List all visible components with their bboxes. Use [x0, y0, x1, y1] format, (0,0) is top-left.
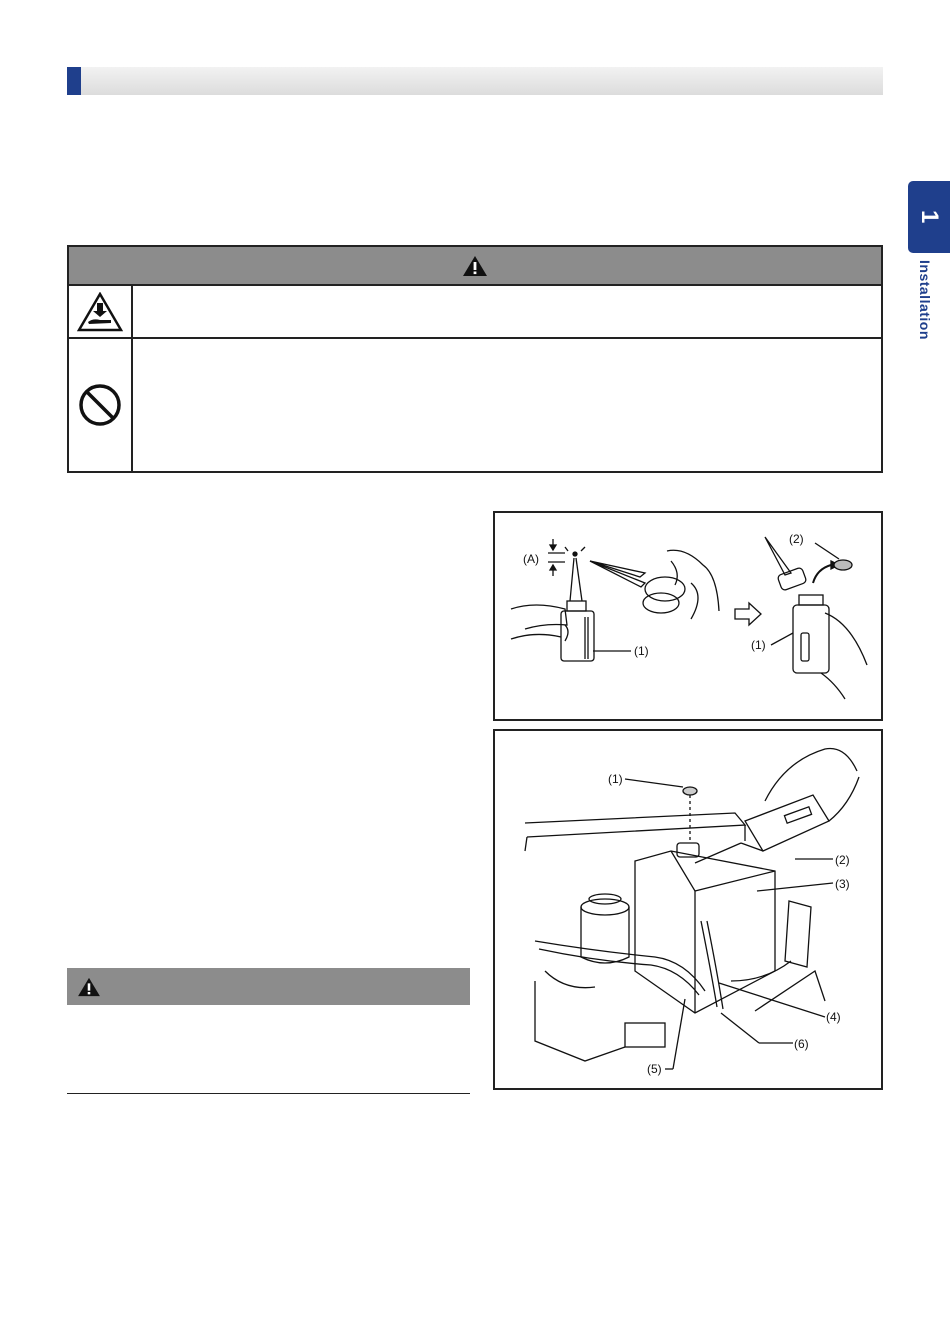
caution-table-header	[69, 247, 881, 286]
fig1-label-2: (2)	[789, 532, 804, 546]
fig1-label-1-left: (1)	[634, 644, 649, 658]
fig2-label-3: (3)	[835, 877, 850, 891]
section-header-accent	[67, 67, 81, 95]
fig2-label-4: (4)	[826, 1010, 841, 1024]
warning-triangle-icon	[462, 255, 488, 277]
section-header-bar	[67, 67, 883, 95]
fig2-label-5: (5)	[647, 1062, 662, 1076]
oil-tank-filling-illustration	[495, 731, 881, 1088]
prohibited-icon	[77, 382, 123, 428]
prohibited-text	[133, 339, 881, 471]
fig1-label-1-right: (1)	[751, 638, 766, 652]
fig2-label-2: (2)	[835, 853, 850, 867]
figure-oil-bottle-cutting	[493, 511, 883, 721]
oil-bottle-cutting-illustration	[495, 513, 881, 719]
fig2-label-6: (6)	[794, 1037, 809, 1051]
hand-hazard-cell	[69, 286, 133, 337]
prohibited-cell	[69, 339, 133, 471]
hand-hazard-text	[133, 286, 881, 337]
caution-row-hand-hazard	[69, 286, 881, 339]
warning-triangle-icon	[77, 977, 101, 997]
figure-oil-tank-filling	[493, 729, 883, 1090]
section-divider	[67, 1093, 470, 1094]
warning-bar	[67, 968, 470, 1005]
caution-row-prohibited	[69, 339, 881, 471]
caution-table	[67, 245, 883, 473]
chapter-tab[interactable]	[908, 181, 950, 253]
chapter-label: Installation	[917, 260, 933, 340]
chapter-number: 1	[916, 210, 943, 224]
fig2-label-1: (1)	[608, 772, 623, 786]
hand-crush-hazard-icon	[77, 292, 123, 332]
fig1-label-a: (A)	[523, 552, 539, 566]
